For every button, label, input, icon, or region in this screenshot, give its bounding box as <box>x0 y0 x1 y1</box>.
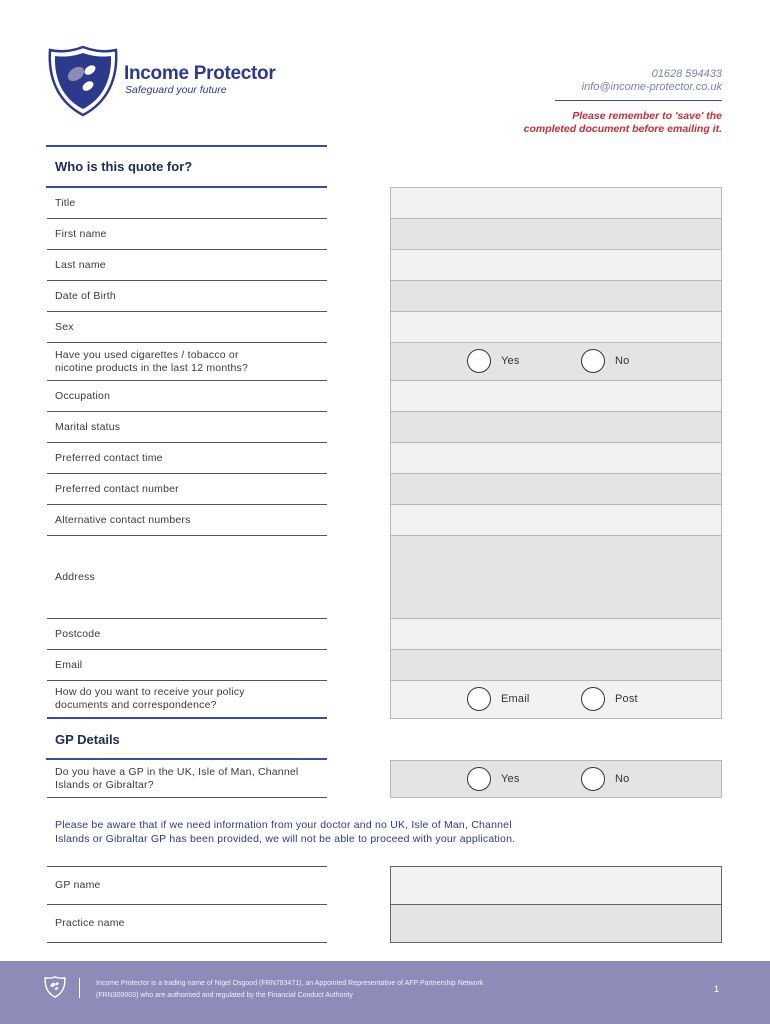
brand-tagline: Safeguard your future <box>125 84 227 96</box>
label-contact-time: Preferred contact time <box>47 443 327 474</box>
contact-time-field[interactable] <box>390 443 722 474</box>
shield-logo-icon <box>44 976 66 998</box>
section-title-gp: GP Details <box>55 732 120 747</box>
sex-field[interactable] <box>390 312 722 343</box>
alt-numbers-field[interactable] <box>390 505 722 536</box>
label-delivery-line2: documents and correspondence? <box>55 699 217 711</box>
last-name-field[interactable] <box>390 250 722 281</box>
label-address: Address <box>47 536 327 619</box>
label-smoker-line2: nicotine products in the last 12 months? <box>55 361 249 374</box>
has-gp-no-option[interactable] <box>581 767 629 791</box>
radio-label-no: No <box>615 355 630 367</box>
gp-notice <box>55 819 575 846</box>
label-postcode: Postcode <box>47 619 327 650</box>
label-smoker <box>47 343 327 381</box>
postcode-field[interactable] <box>390 619 722 650</box>
contact-phone[interactable]: 01628 594433 <box>651 68 722 80</box>
contact-email[interactable]: info@income-protector.co.uk <box>581 81 722 93</box>
radio-button[interactable] <box>467 687 491 711</box>
footer-legal-line2: (FRN300003) who are authorised and regulated by the Financial Conduct Authority <box>96 992 353 999</box>
label-has-gp-line1: Do you have a GP in the UK, Isle of Man, Channel <box>55 765 299 778</box>
has-gp-yes-option[interactable] <box>467 767 520 791</box>
label-title: Title <box>47 188 327 219</box>
label-contact-number: Preferred contact number <box>47 474 327 505</box>
label-email: Email <box>47 650 327 681</box>
label-marital: Marital status <box>47 412 327 443</box>
save-reminder-line1: Please remember to 'save' the <box>572 110 722 122</box>
gp-notice-line1: Please be aware that if we need information from your doctor and no UK, Isle of Man, Channel <box>55 819 512 831</box>
label-occupation: Occupation <box>47 381 327 412</box>
section-title-quote: Who is this quote for? <box>55 159 193 174</box>
label-last-name: Last name <box>47 250 327 281</box>
address-field[interactable] <box>390 536 722 619</box>
contact-number-field[interactable] <box>390 474 722 505</box>
occupation-field[interactable] <box>390 381 722 412</box>
marital-field[interactable] <box>390 412 722 443</box>
page-number: 1 <box>714 984 720 994</box>
contact-divider <box>555 100 722 101</box>
dob-field[interactable] <box>390 281 722 312</box>
footer-legal-line1: Income Protector is a trading name of Nigel Osgood (FRN783471), an Appointed Representative of AFP Partnership Network <box>96 980 484 987</box>
label-gp-name: GP name <box>47 867 327 905</box>
radio-label-yes: Yes <box>501 773 520 785</box>
brand-name: Income Protector <box>124 63 276 84</box>
gp-name-field[interactable] <box>390 866 722 905</box>
section-top-rule <box>46 145 327 147</box>
label-has-gp-line2: Islands or Gibraltar? <box>55 778 154 791</box>
label-dob: Date of Birth <box>47 281 327 312</box>
radio-button[interactable] <box>467 767 491 791</box>
smoker-field <box>390 343 722 381</box>
label-sex: Sex <box>47 312 327 343</box>
radio-button[interactable] <box>581 767 605 791</box>
has-gp-field <box>390 760 722 798</box>
label-practice-name: Practice name <box>47 905 327 943</box>
gp-notice-line2: Islands or Gibraltar GP has been provided, we will not be able to proceed with your application. <box>55 832 516 845</box>
radio-button[interactable] <box>467 349 491 373</box>
label-first-name: First name <box>47 219 327 250</box>
title-field[interactable] <box>390 187 722 219</box>
radio-button[interactable] <box>581 687 605 711</box>
label-alt-numbers: Alternative contact numbers <box>47 505 327 536</box>
first-name-field[interactable] <box>390 219 722 250</box>
save-reminder <box>524 110 722 136</box>
label-delivery-line1: How do you want to receive your policy <box>55 686 245 698</box>
delivery-field <box>390 681 722 719</box>
label-delivery <box>47 681 327 719</box>
label-smoker-line1: Have you used cigarettes / tobacco or <box>55 348 239 361</box>
radio-button[interactable] <box>581 349 605 373</box>
radio-label-yes: Yes <box>501 355 520 367</box>
delivery-post-option[interactable] <box>581 687 638 711</box>
radio-label-no: No <box>615 773 630 785</box>
label-has-gp <box>47 760 327 798</box>
practice-name-field[interactable] <box>390 905 722 943</box>
email-field[interactable] <box>390 650 722 681</box>
smoker-no-option[interactable] <box>581 349 629 373</box>
radio-label-post: Post <box>615 693 638 705</box>
footer-divider <box>79 978 80 998</box>
save-reminder-line2: completed document before emailing it. <box>523 123 722 135</box>
delivery-email-option[interactable] <box>467 687 530 711</box>
radio-label-email: Email <box>501 693 530 705</box>
shield-logo-icon <box>46 44 120 118</box>
smoker-yes-option[interactable] <box>467 349 520 373</box>
footer-legal-text <box>96 978 566 1002</box>
